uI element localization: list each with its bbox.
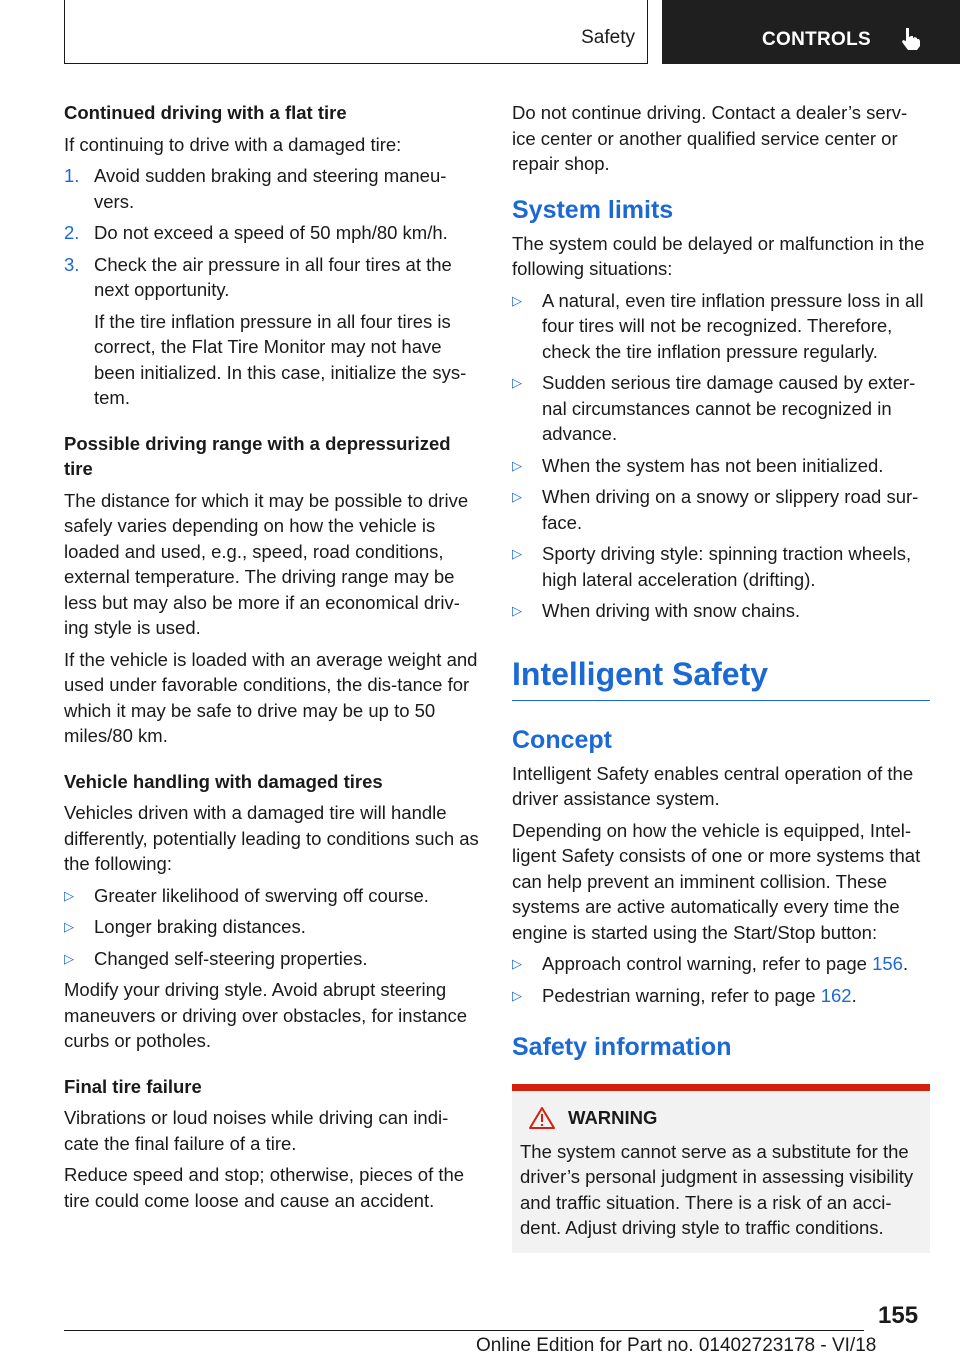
list-item <box>512 951 930 977</box>
range-paragraph: The distance for which it may be possible to drive safely varies depending on how the vehicle is loaded and used, e.g., speed, road conditions, external temperature. The driving range may be less but may also be more if an economical driv-ing style is used. <box>64 489 469 638</box>
step-number: 3. <box>64 253 80 275</box>
list-item <box>512 453 930 479</box>
step-item <box>64 163 480 214</box>
step-text: Do not exceed a speed of 50 mph/80 km/h. <box>94 222 448 243</box>
step-text: Check the air pressure in all four tires at the next opportunity. <box>94 253 452 300</box>
page-reference-link[interactable]: 162 <box>820 984 852 1006</box>
list-item <box>512 598 930 624</box>
flat-tire-heading: Continued driving with a flat tire <box>64 102 347 123</box>
page-number: 155 <box>878 1302 919 1329</box>
concept-heading: Concept <box>512 725 612 754</box>
hand-pointer-icon <box>898 25 924 51</box>
right-column <box>512 100 930 1253</box>
list-item <box>64 883 480 909</box>
list-item-text: Sudden serious tire damage caused by exter-nal circumstances cannot be recognized in advance. <box>542 372 916 444</box>
list-item-text: Sporty driving style: spinning traction wheels, high lateral acceleration (drifting). <box>542 543 912 590</box>
list-item-end: . <box>851 984 857 1006</box>
handling-list <box>64 883 480 972</box>
edition-note: Online Edition for Part no. 01402723178 - VI/18 <box>476 1335 877 1356</box>
section-header-box <box>64 0 648 64</box>
flat-tire-steps <box>64 163 480 411</box>
intelligent-safety-heading: Intelligent Safety <box>512 654 930 701</box>
list-item-end: . <box>902 953 909 974</box>
warning-text: The system cannot serve as a substitute for the driver’s personal judgment in assessing visibility and traffic situation. There is a risk of an acci-dent. Adjust driving style to traffic conditions. <box>520 1140 914 1238</box>
handling-intro: Vehicles driven with a damaged tire will handle differently, potentially leading to conditions such as the following: <box>64 802 479 874</box>
concept-list <box>512 951 930 1008</box>
triangle-bullet-icon: ▷ <box>64 887 74 903</box>
triangle-bullet-icon: ▷ <box>512 956 522 971</box>
safety-information-heading: Safety information <box>512 1033 732 1061</box>
warning-triangle-icon <box>528 1106 556 1130</box>
range-paragraph: If the vehicle is loaded with an average weight and used under favorable conditions, the dis-tance for which it may be safe to drive may be up to 50 miles/80 km. <box>64 648 478 746</box>
step-item <box>64 220 480 246</box>
list-item-text: Greater likelihood of swerving off course. <box>94 884 429 906</box>
failure-heading: Final tire failure <box>64 1075 202 1097</box>
list-item <box>512 484 930 535</box>
list-item-text: Longer braking distances. <box>94 916 306 937</box>
triangle-bullet-icon: ▷ <box>512 292 522 308</box>
list-item-text: Approach control warning, refer to page <box>542 953 873 974</box>
concept-paragraph: Intelligent Safety enables central operation of the driver assistance system. <box>512 762 914 809</box>
step-subtext: If the tire inflation pressure in all four tires is correct, the Flat Tire Monitor may not have been initialized. In this case, initialize the sys-tem. <box>94 310 467 408</box>
list-item <box>64 946 480 972</box>
list-item <box>512 541 930 592</box>
limits-list <box>512 288 930 624</box>
triangle-bullet-icon: ▷ <box>512 603 522 618</box>
list-item-text: A natural, even tire inflation pressure loss in all four tires will not be recognized. Therefore, check the tire inflation pressure regularly. <box>542 289 924 362</box>
footer-divider <box>64 1330 864 1331</box>
page-reference-link[interactable]: 156 <box>872 953 903 974</box>
list-item-text: When driving on a snowy or slippery road sur-face. <box>542 486 919 533</box>
list-item-text: Pedestrian warning, refer to page <box>542 984 821 1006</box>
triangle-bullet-icon: ▷ <box>512 987 522 1003</box>
handling-heading: Vehicle handling with damaged tires <box>64 770 383 792</box>
list-item-text: When the system has not been initialized. <box>542 454 884 476</box>
triangle-bullet-icon: ▷ <box>512 457 522 473</box>
section-title: Safety <box>581 27 635 48</box>
list-item <box>64 914 480 940</box>
warning-title: WARNING <box>568 1107 658 1128</box>
failure-paragraph: Reduce speed and stop; otherwise, pieces of the tire could come loose and cause an accident. <box>64 1164 465 1211</box>
handling-outro: Modify your driving style. Avoid abrupt steering maneuvers or driving over obstacles, for instance curbs or potholes. <box>64 979 468 1051</box>
chapter-tab <box>662 0 960 64</box>
step-item <box>64 252 480 411</box>
list-item <box>512 983 930 1009</box>
concept-paragraph: Depending on how the vehicle is equipped, Intel-ligent Safety consists of one or more systems that can help prevent an imminent collision. These systems are active automatically every time the engine is started using the Start/Stop button: <box>512 819 921 943</box>
triangle-bullet-icon: ▷ <box>64 950 74 966</box>
system-limits-heading: System limits <box>512 195 674 224</box>
triangle-bullet-icon: ▷ <box>64 919 74 934</box>
list-item <box>512 370 930 447</box>
chapter-title: CONTROLS <box>762 29 872 50</box>
warning-box <box>512 1084 930 1253</box>
triangle-bullet-icon: ▷ <box>512 375 522 390</box>
list-item-text: When driving with snow chains. <box>542 600 801 621</box>
triangle-bullet-icon: ▷ <box>512 546 522 561</box>
step-text: Avoid sudden braking and steering maneu-vers. <box>94 165 447 212</box>
continue-paragraph: Do not continue driving. Contact a dealer’s serv-ice center or another qualified service center or repair shop. <box>512 102 908 174</box>
left-column <box>64 100 480 1219</box>
warning-title-row <box>520 1105 922 1131</box>
list-item <box>512 288 930 365</box>
step-number: 1. <box>64 165 80 186</box>
failure-paragraph: Vibrations or loud noises while driving can indi-cate the final failure of a tire. <box>64 1107 449 1154</box>
page-header <box>0 0 960 66</box>
step-number: 2. <box>64 222 80 243</box>
flat-tire-intro: If continuing to drive with a damaged tire: <box>64 133 402 155</box>
range-heading: Possible driving range with a depressurized tire <box>64 432 451 479</box>
list-item-text: Changed self-steering properties. <box>94 947 368 969</box>
triangle-bullet-icon: ▷ <box>512 489 522 504</box>
limits-intro: The system could be delayed or malfunction in the following situations: <box>512 232 925 279</box>
